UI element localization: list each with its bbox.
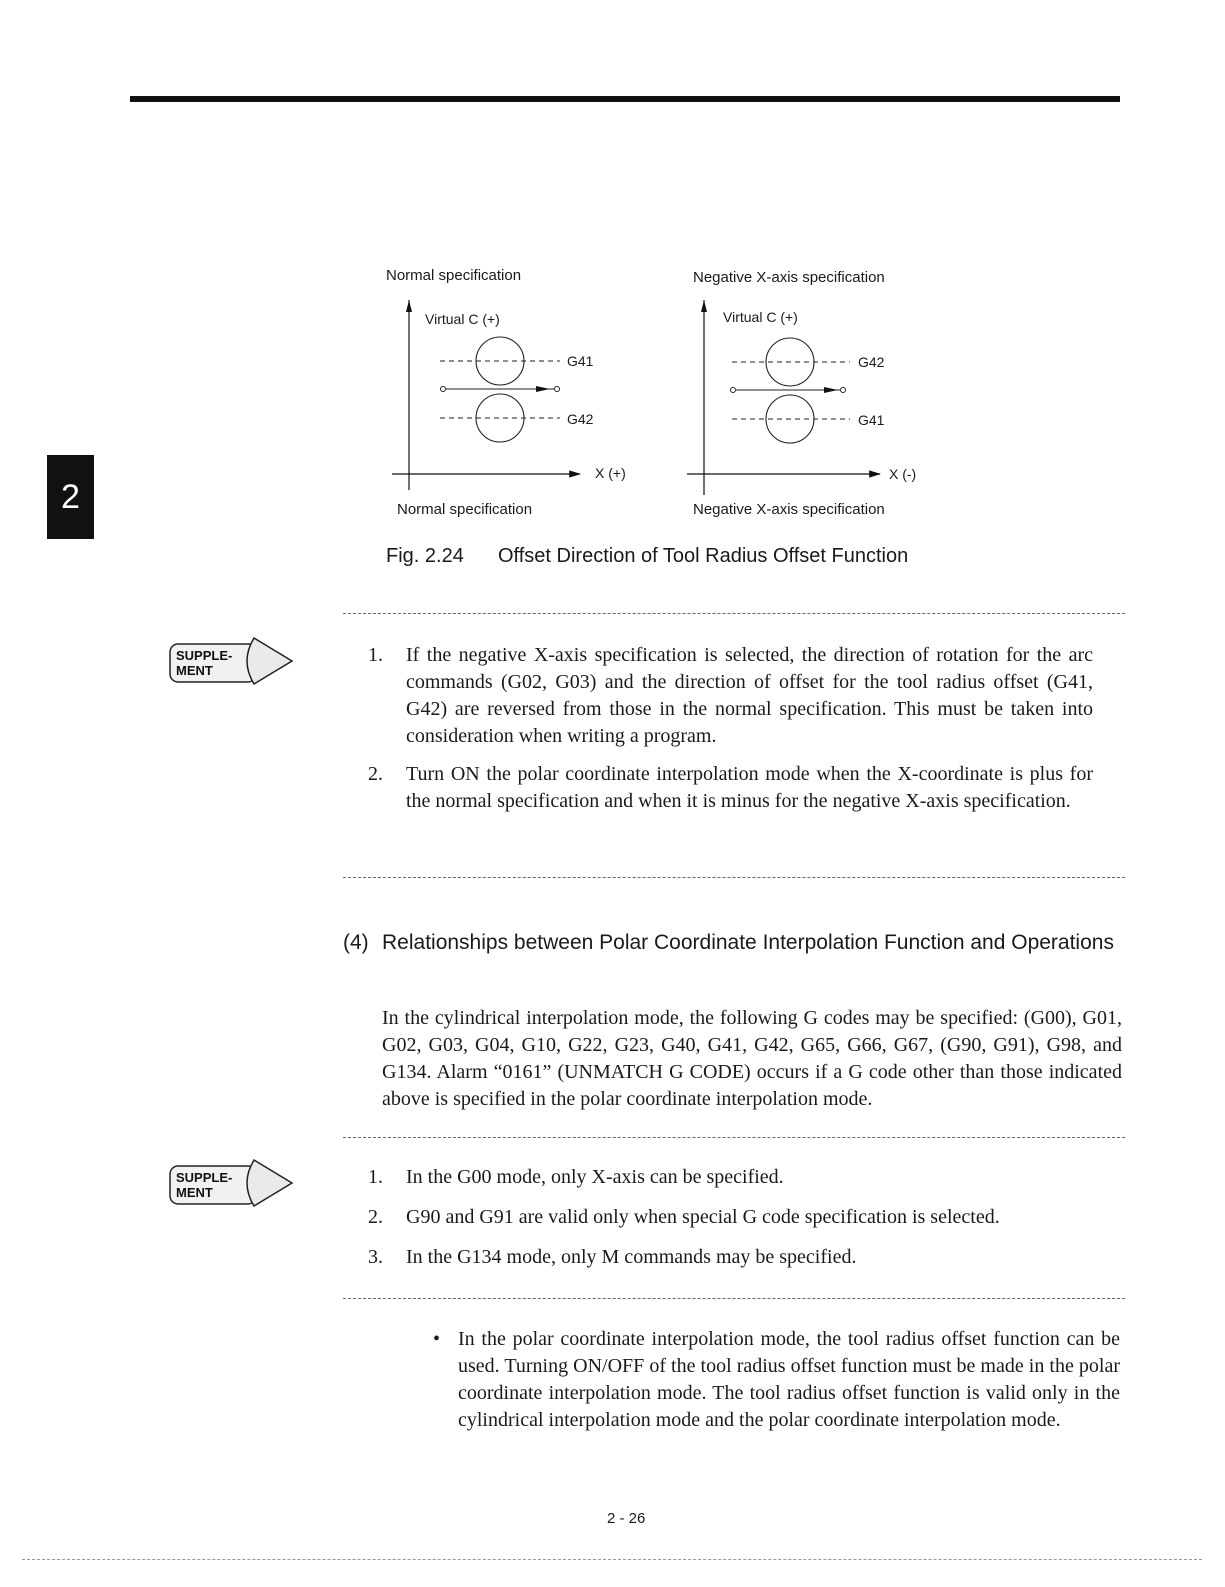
supplement-list-2: [368, 1164, 1093, 1271]
right-lower-code: G41: [858, 412, 885, 428]
left-bottom-label: Normal specification: [397, 501, 533, 518]
dashed-divider: [343, 1137, 1125, 1138]
list-item: [368, 761, 1093, 815]
page-number: 2 - 26: [607, 1510, 646, 1527]
list-item: [368, 1244, 1093, 1271]
badge-line2: MENT: [176, 663, 213, 678]
tool-path-arrow-icon: [824, 387, 838, 393]
figure-caption-title: Offset Direction of Tool Radius Offset Function: [498, 545, 909, 567]
section-title: Relationships between Polar Coordinate Interpolation Function and Operations: [382, 931, 1114, 954]
left-upper-code: G41: [567, 353, 594, 369]
header-rule: [130, 96, 1120, 102]
section-paragraph: In the cylindrical interpolation mode, the following G codes may be specified: (G00), G01, G02, G03, G04, G10, G22, G23, G40, G41, G42, G65, G66, G67, (G90, G91), G98, and G134. Alarm “0161” (UNMATCH G CODE) occurs if a G code other than those indicated above is specified in the polar coordinate interpolation mode.: [382, 1007, 1122, 1110]
list-text: In the G00 mode, only X-axis can be specified.: [406, 1166, 784, 1188]
list-number: 1.: [368, 644, 383, 666]
dashed-divider: [343, 613, 1125, 614]
chapter-tab: 2: [47, 455, 94, 539]
arrow-hand-icon: [247, 638, 292, 684]
bullet-symbol: •: [433, 1328, 441, 1350]
right-x-label: X (-): [889, 466, 917, 482]
normal-spec-diagram: [392, 300, 580, 490]
bottom-scan-line: [22, 1559, 1202, 1560]
right-axis-label: Virtual C (+): [723, 309, 798, 325]
list-text: G90 and G91 are valid only when special G code specification is selected.: [406, 1206, 1000, 1228]
dashed-divider: [343, 1298, 1125, 1299]
figure-caption-number: Fig. 2.24: [386, 545, 464, 567]
list-number: 3.: [368, 1246, 383, 1268]
badge-line1: SUPPLE-: [176, 1170, 233, 1185]
section-number: (4): [343, 931, 369, 954]
list-number: 2.: [368, 763, 383, 785]
list-item: [368, 642, 1093, 750]
list-item: [368, 1204, 1093, 1231]
list-number: 2.: [368, 1206, 383, 1228]
list-text: Turn ON the polar coordinate interpolation mode when the X-coordinate is plus for the normal specification and when it is minus for the negative X-axis specification.: [406, 763, 1093, 812]
arrow-hand-icon: [247, 1160, 292, 1206]
c-axis-arrow-icon: [406, 300, 412, 312]
supplement-badge: [168, 634, 294, 686]
supplement-list-1: [368, 642, 1093, 815]
figure-top-label-left: Normal specification: [386, 267, 522, 284]
tool-path-arrow-icon: [536, 386, 550, 392]
dashed-divider: [343, 877, 1125, 878]
left-axis-label: Virtual C (+): [425, 311, 500, 327]
c-axis-arrow-icon: [701, 300, 707, 312]
list-item: [368, 1164, 1093, 1191]
right-bottom-label: Negative X-axis specification: [693, 501, 885, 518]
figure-top-label-right: Negative X-axis specification: [693, 269, 885, 286]
negative-spec-diagram: [687, 300, 880, 495]
end-point: [555, 387, 560, 392]
left-lower-code: G42: [567, 411, 594, 427]
end-point: [841, 388, 846, 393]
start-point: [441, 387, 446, 392]
bullet-text: In the polar coordinate interpolation mode, the tool radius offset function can be used. Turning ON/OFF of the tool radius offset function must be made in the polar coordinate interpolation mode. The tool radius offset function is valid only in the cylindrical interpolation mode and the polar coordinate interpolation mode.: [458, 1328, 1120, 1431]
supplement-badge: [168, 1156, 294, 1208]
list-number: 1.: [368, 1166, 383, 1188]
list-text: If the negative X-axis specification is selected, the direction of rotation for the arc commands (G02, G03) and the direction of offset for the tool radius offset (G41, G42) are reversed from those in the normal specification. This must be taken into consideration when writing a program.: [406, 644, 1093, 747]
start-point: [731, 388, 736, 393]
right-upper-code: G42: [858, 354, 885, 370]
left-x-label: X (+): [595, 465, 626, 481]
badge-line1: SUPPLE-: [176, 648, 233, 663]
list-text: In the G134 mode, only M commands may be specified.: [406, 1246, 857, 1268]
badge-line2: MENT: [176, 1185, 213, 1200]
